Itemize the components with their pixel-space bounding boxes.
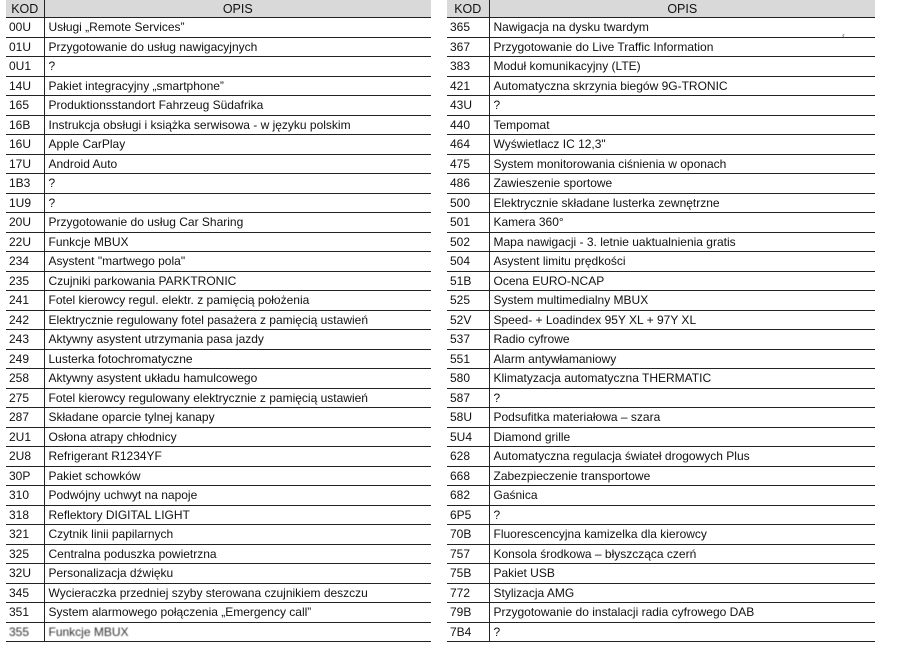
description-cell: Zabezpieczenie transportowe: [489, 466, 875, 486]
table-row: [6, 76, 431, 96]
description-cell: Zawieszenie sportowe: [489, 174, 875, 194]
code-cell: 1B3: [6, 174, 44, 194]
description-cell: Fotel kierowcy regulowany elektrycznie z pamięcią ustawień: [44, 388, 431, 408]
table-row: [6, 135, 431, 155]
table-row: [6, 466, 431, 486]
table-row: [6, 271, 431, 291]
code-cell: 365: [447, 18, 489, 38]
table-row: [6, 232, 431, 252]
description-cell: Przygotowanie do usług Car Sharing: [44, 213, 431, 233]
table-row: [6, 544, 431, 564]
description-cell: ?: [489, 96, 875, 116]
opis-header: OPIS: [44, 0, 431, 18]
table-row: [447, 57, 875, 77]
description-cell: Asystent limitu prędkości: [489, 252, 875, 272]
code-cell: 70B: [447, 525, 489, 545]
code-cell: 16U: [6, 135, 44, 155]
table-row: [447, 544, 875, 564]
table-row: [447, 232, 875, 252]
code-cell: 2U8: [6, 447, 44, 467]
table-row: [447, 603, 875, 623]
table-row: [6, 564, 431, 584]
table-row: [447, 486, 875, 506]
table-row: [6, 18, 431, 38]
description-cell: Ocena EURO-NCAP: [489, 271, 875, 291]
code-cell: 30P: [6, 466, 44, 486]
code-cell: 587: [447, 388, 489, 408]
description-cell: Apple CarPlay: [44, 135, 431, 155]
code-cell: 01U: [6, 37, 44, 57]
description-cell: Moduł komunikacyjny (LTE): [489, 57, 875, 77]
table-row: [447, 213, 875, 233]
description-cell: Pakiet integracyjny „smartphone”: [44, 76, 431, 96]
description-cell: ?: [44, 174, 431, 194]
margin-mark: ‹: [842, 30, 845, 40]
code-cell: 58U: [447, 408, 489, 428]
description-cell: Wyświetlacz IC 12,3": [489, 135, 875, 155]
right-table-header: [447, 0, 875, 18]
description-cell: Pakiet USB: [489, 564, 875, 584]
description-cell: Funkcje MBUX: [44, 622, 431, 642]
code-cell: 321: [6, 525, 44, 545]
table-row: [447, 135, 875, 155]
table-row: [6, 252, 431, 272]
table-row: [447, 154, 875, 174]
table-row: [447, 408, 875, 428]
left-codes-table: [6, 0, 431, 642]
table-row: [6, 213, 431, 233]
description-cell: ?: [44, 193, 431, 213]
code-cell: 6P5: [447, 505, 489, 525]
table-row: [447, 349, 875, 369]
code-cell: 628: [447, 447, 489, 467]
table-row: [447, 291, 875, 311]
code-cell: 501: [447, 213, 489, 233]
code-cell: 1U9: [6, 193, 44, 213]
description-cell: Reflektory DIGITAL LIGHT: [44, 505, 431, 525]
code-cell: 504: [447, 252, 489, 272]
table-row: [447, 193, 875, 213]
description-cell: Alarm antywłamaniowy: [489, 349, 875, 369]
code-cell: 464: [447, 135, 489, 155]
description-cell: Wycieraczka przedniej szyby sterowana czujnikiem deszczu: [44, 583, 431, 603]
description-cell: Kamera 360°: [489, 213, 875, 233]
description-cell: Automatyczna skrzynia biegów 9G-TRONIC: [489, 76, 875, 96]
description-cell: Czytnik linii papilarnych: [44, 525, 431, 545]
table-row: [6, 154, 431, 174]
code-cell: 351: [6, 603, 44, 623]
table-row: [447, 310, 875, 330]
code-cell: 242: [6, 310, 44, 330]
table-row: [447, 96, 875, 116]
code-cell: 52V: [447, 310, 489, 330]
description-cell: System alarmowego połączenia „Emergency call”: [44, 603, 431, 623]
code-cell: 500: [447, 193, 489, 213]
table-row: [447, 37, 875, 57]
opis-header: OPIS: [489, 0, 875, 18]
description-cell: ?: [489, 622, 875, 642]
code-cell: 00U: [6, 18, 44, 38]
code-cell: 249: [6, 349, 44, 369]
code-cell: 51B: [447, 271, 489, 291]
table-row: [6, 57, 431, 77]
table-row: [447, 115, 875, 135]
table-row: [6, 583, 431, 603]
table-row: [6, 447, 431, 467]
code-cell: 5U4: [447, 427, 489, 447]
code-cell: 17U: [6, 154, 44, 174]
description-cell: Przygotowanie do Live Traffic Information: [489, 37, 875, 57]
code-cell: 20U: [6, 213, 44, 233]
table-row: [447, 18, 875, 38]
code-cell: 537: [447, 330, 489, 350]
code-cell: 345: [6, 583, 44, 603]
description-cell: Radio cyfrowe: [489, 330, 875, 350]
table-row: [447, 466, 875, 486]
code-cell: 75B: [447, 564, 489, 584]
table-row: [447, 564, 875, 584]
code-cell: 43U: [447, 96, 489, 116]
code-cell: 668: [447, 466, 489, 486]
table-row: [6, 115, 431, 135]
code-cell: 757: [447, 544, 489, 564]
description-cell: Stylizacja AMG: [489, 583, 875, 603]
description-cell: Diamond grille: [489, 427, 875, 447]
table-row: [6, 388, 431, 408]
description-cell: ?: [489, 505, 875, 525]
code-cell: 2U1: [6, 427, 44, 447]
description-cell: Mapa nawigacji - 3. letnie uaktualnienia gratis: [489, 232, 875, 252]
description-cell: Czujniki parkowania PARKTRONIC: [44, 271, 431, 291]
description-cell: Przygotowanie do usług nawigacyjnych: [44, 37, 431, 57]
code-cell: 367: [447, 37, 489, 57]
code-cell: 440: [447, 115, 489, 135]
description-cell: Składane oparcie tylnej kanapy: [44, 408, 431, 428]
code-cell: 241: [6, 291, 44, 311]
table-row: [6, 174, 431, 194]
code-cell: 475: [447, 154, 489, 174]
code-cell: 421: [447, 76, 489, 96]
description-cell: ?: [44, 57, 431, 77]
description-cell: Konsola środkowa – błyszcząca czerń: [489, 544, 875, 564]
description-cell: Fotel kierowcy regul. elektr. z pamięcią położenia: [44, 291, 431, 311]
right-table-body: [447, 18, 875, 642]
description-cell: Tempomat: [489, 115, 875, 135]
table-row: [447, 622, 875, 642]
description-cell: Podwójny uchwyt na napoje: [44, 486, 431, 506]
table-row: [447, 505, 875, 525]
description-cell: Elektrycznie regulowany fotel pasażera z pamięcią ustawień: [44, 310, 431, 330]
table-row: [6, 330, 431, 350]
table-row: [447, 388, 875, 408]
table-row: [447, 369, 875, 389]
description-cell: Nawigacja na dysku twardym: [489, 18, 875, 38]
description-cell: System monitorowania ciśnienia w oponach: [489, 154, 875, 174]
description-cell: Instrukcja obsługi i książka serwisowa - w języku polskim: [44, 115, 431, 135]
code-cell: 383: [447, 57, 489, 77]
code-cell: 682: [447, 486, 489, 506]
description-cell: Produktionsstandort Fahrzeug Südafrika: [44, 96, 431, 116]
table-row: [6, 622, 431, 642]
table-row: [6, 505, 431, 525]
description-cell: Lusterka fotochromatyczne: [44, 349, 431, 369]
description-cell: Centralna poduszka powietrzna: [44, 544, 431, 564]
description-cell: Aktywny asystent układu hamulcowego: [44, 369, 431, 389]
description-cell: Fluorescencyjna kamizelka dla kierowcy: [489, 525, 875, 545]
description-cell: Pakiet schowków: [44, 466, 431, 486]
description-cell: Podsufitka materiałowa – szara: [489, 408, 875, 428]
description-cell: Aktywny asystent utrzymania pasa jazdy: [44, 330, 431, 350]
code-cell: 165: [6, 96, 44, 116]
table-row: [447, 252, 875, 272]
description-cell: Funkcje MBUX: [44, 232, 431, 252]
description-cell: Elektrycznie składane lusterka zewnętrzne: [489, 193, 875, 213]
code-cell: 14U: [6, 76, 44, 96]
left-table-body: [6, 18, 431, 642]
table-row: [6, 193, 431, 213]
table-row: [6, 525, 431, 545]
table-row: [447, 427, 875, 447]
table-row: [6, 603, 431, 623]
code-cell: 318: [6, 505, 44, 525]
code-cell: 79B: [447, 603, 489, 623]
code-cell: 275: [6, 388, 44, 408]
code-cell: 772: [447, 583, 489, 603]
table-row: [6, 369, 431, 389]
table-row: [447, 174, 875, 194]
left-table-header: [6, 0, 431, 18]
description-cell: Automatyczna regulacja świateł drogowych Plus: [489, 447, 875, 467]
code-cell: 551: [447, 349, 489, 369]
right-codes-table: [447, 0, 875, 642]
code-cell: 0U1: [6, 57, 44, 77]
table-row: [6, 310, 431, 330]
description-cell: Usługi „Remote Services”: [44, 18, 431, 38]
description-cell: Android Auto: [44, 154, 431, 174]
code-cell: 325: [6, 544, 44, 564]
description-cell: Gaśnica: [489, 486, 875, 506]
description-cell: Klimatyzacja automatyczna THERMATIC: [489, 369, 875, 389]
code-cell: 502: [447, 232, 489, 252]
table-row: [6, 96, 431, 116]
table-row: [447, 330, 875, 350]
table-row: [6, 349, 431, 369]
table-row: [447, 525, 875, 545]
table-row: [6, 37, 431, 57]
description-cell: Speed- + Loadindex 95Y XL + 97Y XL: [489, 310, 875, 330]
code-cell: 525: [447, 291, 489, 311]
table-row: [6, 427, 431, 447]
code-cell: 234: [6, 252, 44, 272]
code-cell: 486: [447, 174, 489, 194]
code-cell: 258: [6, 369, 44, 389]
table-row: [447, 583, 875, 603]
code-cell: 22U: [6, 232, 44, 252]
description-cell: Refrigerant R1234YF: [44, 447, 431, 467]
code-cell: 287: [6, 408, 44, 428]
kod-header: KOD: [6, 0, 44, 18]
description-cell: ?: [489, 388, 875, 408]
table-row: [6, 408, 431, 428]
kod-header: KOD: [447, 0, 489, 18]
table-row: [447, 76, 875, 96]
code-cell: 235: [6, 271, 44, 291]
code-cell: 580: [447, 369, 489, 389]
table-row: [6, 486, 431, 506]
table-row: [447, 447, 875, 467]
description-cell: System multimedialny MBUX: [489, 291, 875, 311]
description-cell: Personalizacja dźwięku: [44, 564, 431, 584]
description-cell: Asystent "martwego pola": [44, 252, 431, 272]
code-cell: 7B4: [447, 622, 489, 642]
code-cell: 16B: [6, 115, 44, 135]
code-cell: 310: [6, 486, 44, 506]
code-cell: 32U: [6, 564, 44, 584]
table-row: [447, 271, 875, 291]
code-cell: 243: [6, 330, 44, 350]
code-cell: 355: [6, 622, 44, 642]
description-cell: Przygotowanie do instalacji radia cyfrowego DAB: [489, 603, 875, 623]
table-row: [6, 291, 431, 311]
description-cell: Osłona atrapy chłodnicy: [44, 427, 431, 447]
